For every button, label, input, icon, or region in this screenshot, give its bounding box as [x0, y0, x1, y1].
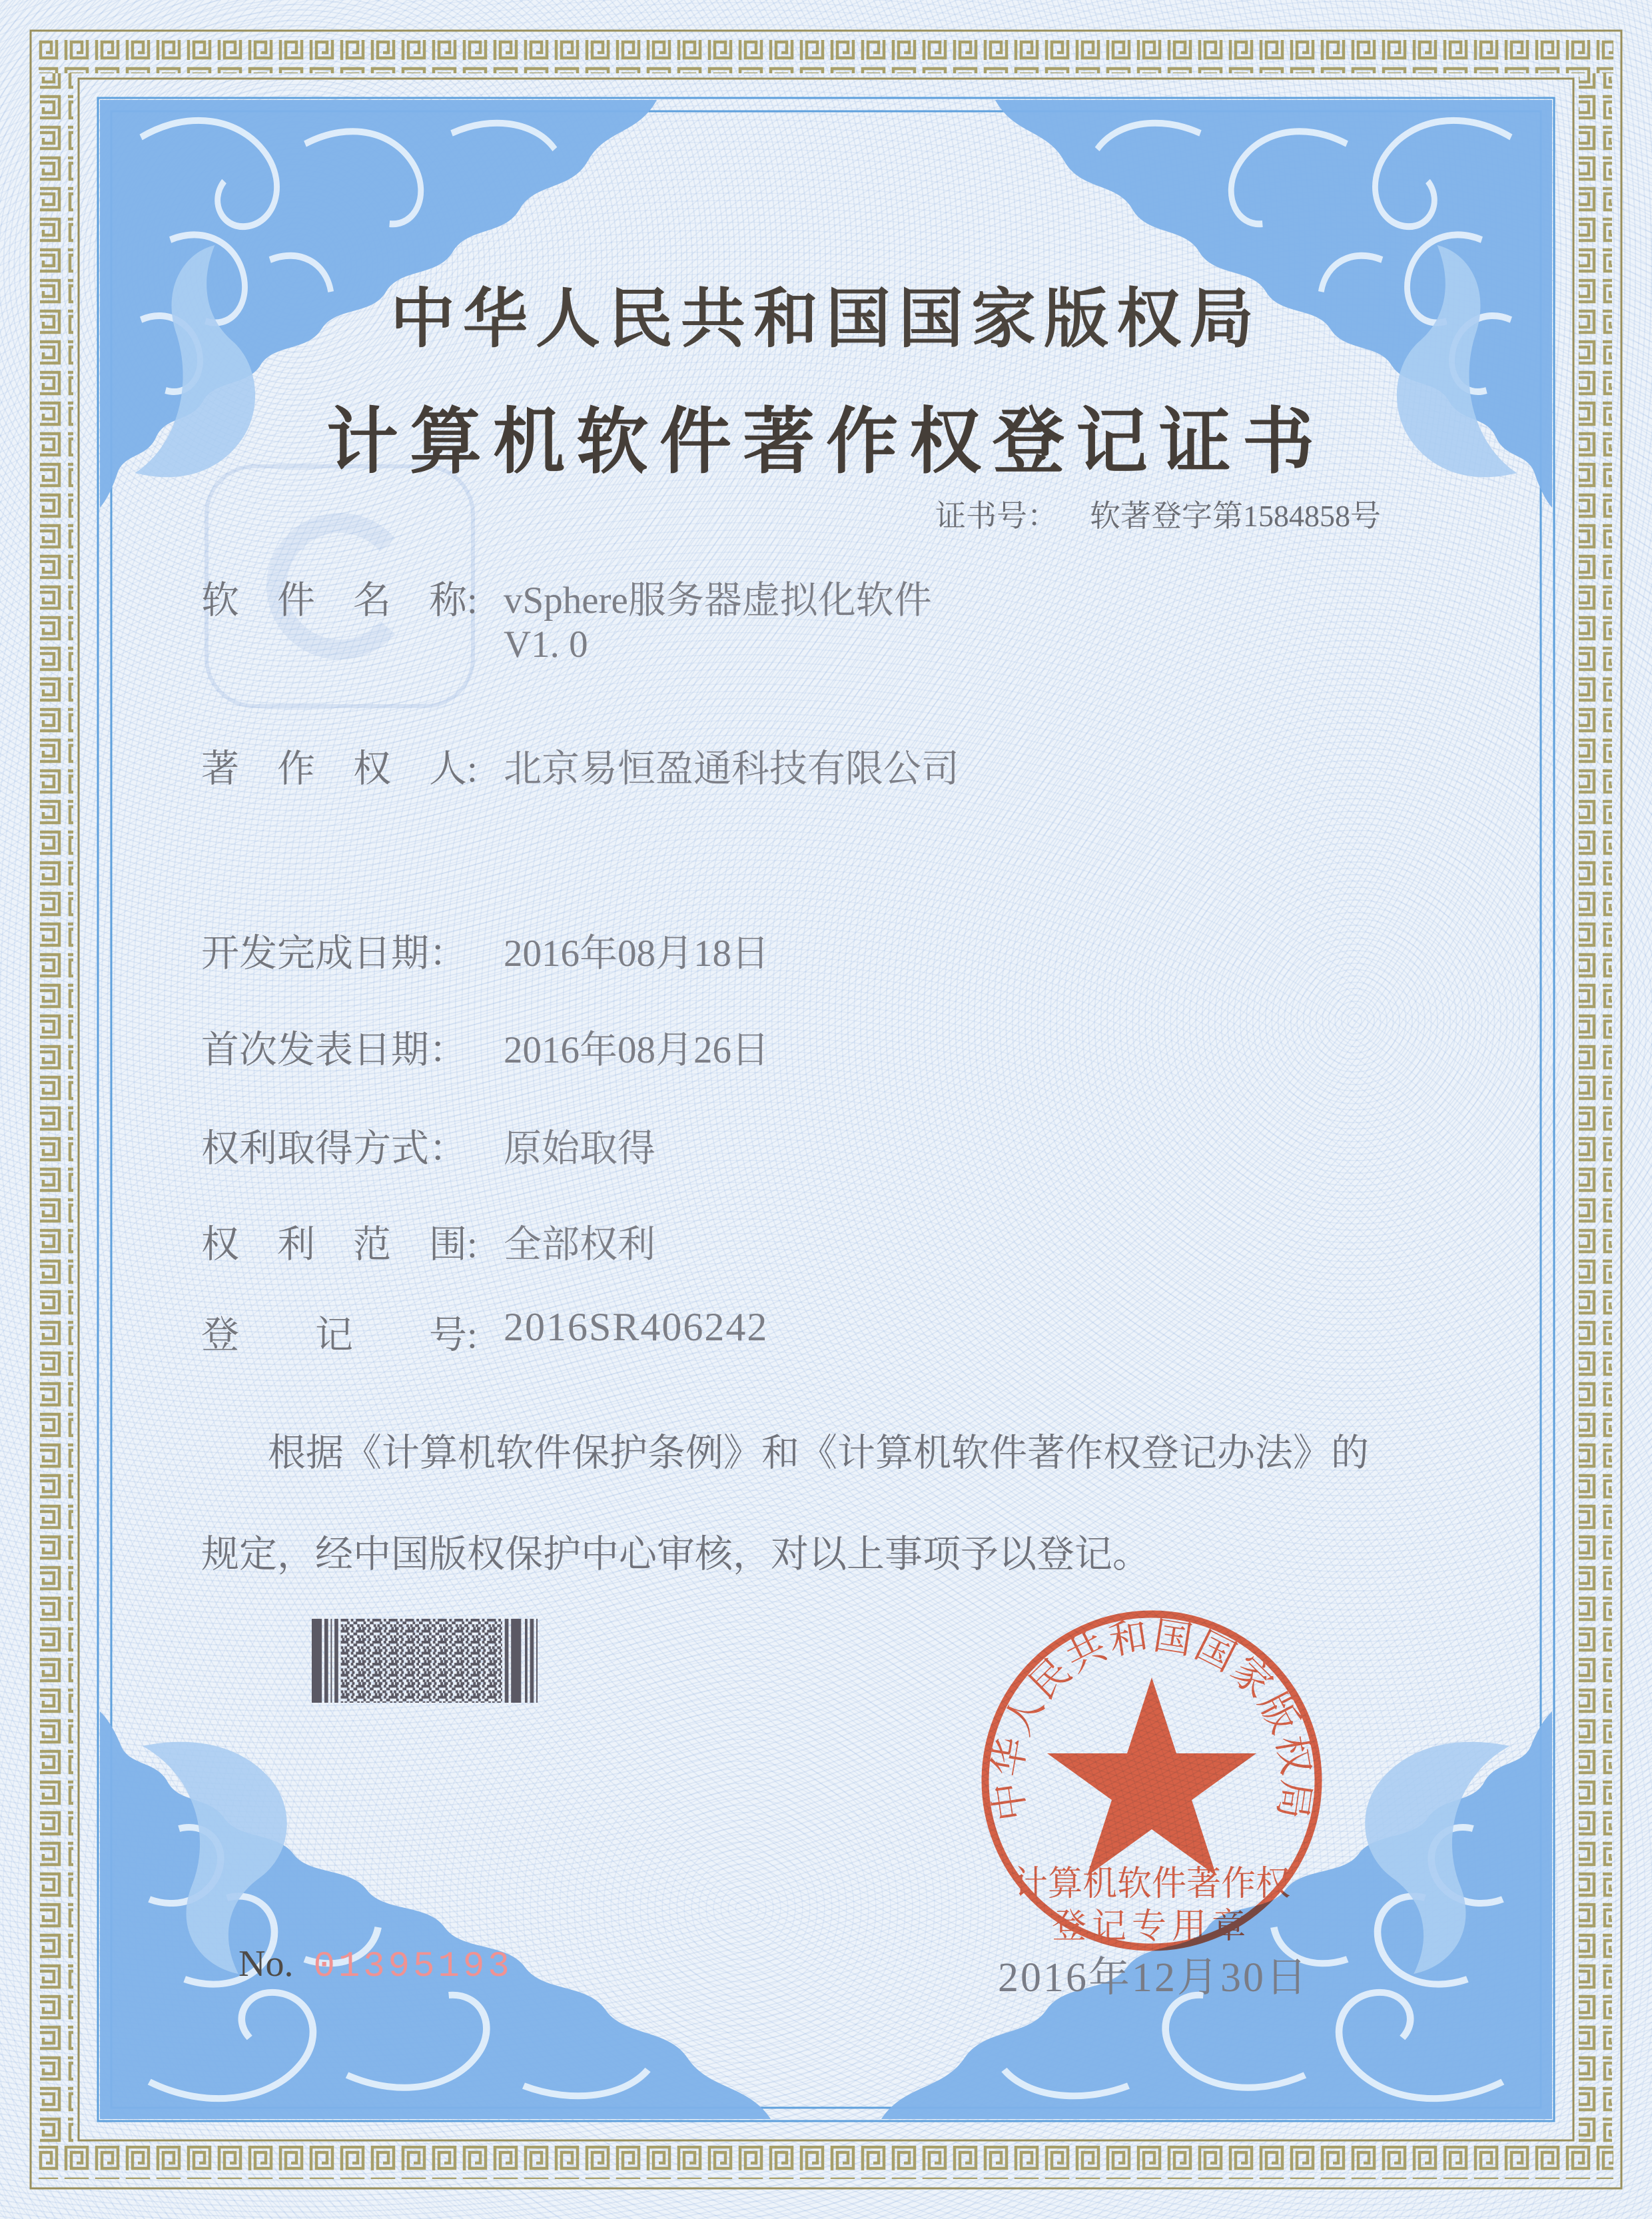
field-value: 原始取得 [504, 1128, 655, 1170]
page-title: 中华人民共和国国家版权局 [390, 284, 1262, 355]
statement-line-2: 规定，经中国版权保护中心审核，对以上事项予以登记。 [201, 1534, 1150, 1575]
certificate-number-label: 证书号： [935, 499, 1058, 533]
field-label: 软 件 名 称: [201, 580, 478, 622]
field-value: 2016年08月18日 [504, 933, 769, 975]
meander-band-bottom [39, 2146, 1613, 2179]
field-label: 著 作 权 人: [201, 748, 478, 790]
field-value: 全部权利 [504, 1224, 655, 1266]
field-value: V1. 0 [504, 624, 588, 666]
meander-band-top [39, 40, 1613, 73]
registration-date: 2016年12月30日 [998, 1955, 1310, 2000]
field-label: 权 利 范 围: [201, 1224, 478, 1266]
field-value: vSphere服务器虚拟化软件 [504, 580, 932, 622]
certificate-number-value: 软著登字第1584858号 [1090, 499, 1381, 533]
serial-number-label: No. [238, 1943, 294, 1985]
statement-line-1: 根据《计算机软件保护条例》和《计算机软件著作权登记办法》的 [268, 1432, 1369, 1474]
field-value: 2016SR406242 [504, 1305, 769, 1349]
seal-ring-text: 中华人民共和国国家版权局 [985, 1613, 1318, 1824]
field-value: 2016年08月26日 [504, 1029, 769, 1071]
corner-ornament-bottom-left [100, 1693, 806, 2119]
star-icon [1047, 1677, 1256, 1876]
field-label: 开发完成日期： [201, 933, 467, 975]
field-label: 登 记 号: [201, 1314, 478, 1356]
field-label: 权利取得方式： [201, 1128, 467, 1170]
field-label: 首次发表日期： [201, 1029, 467, 1071]
seal-caption-line2: 登记专用章 [1051, 1908, 1252, 1946]
serial-number-value: 01395193 [313, 1947, 513, 1987]
official-seal [962, 1591, 1342, 1971]
certificate-number-row [935, 492, 1381, 536]
document-title: 计算机软件著作权登记证书 [326, 403, 1326, 482]
seal-caption-line1: 计算机软件著作权 [1013, 1865, 1291, 1903]
serial-number-row [238, 1943, 513, 1987]
barcode-2d [312, 1619, 549, 1703]
field-value: 北京易恒盈通科技有限公司 [504, 748, 959, 790]
